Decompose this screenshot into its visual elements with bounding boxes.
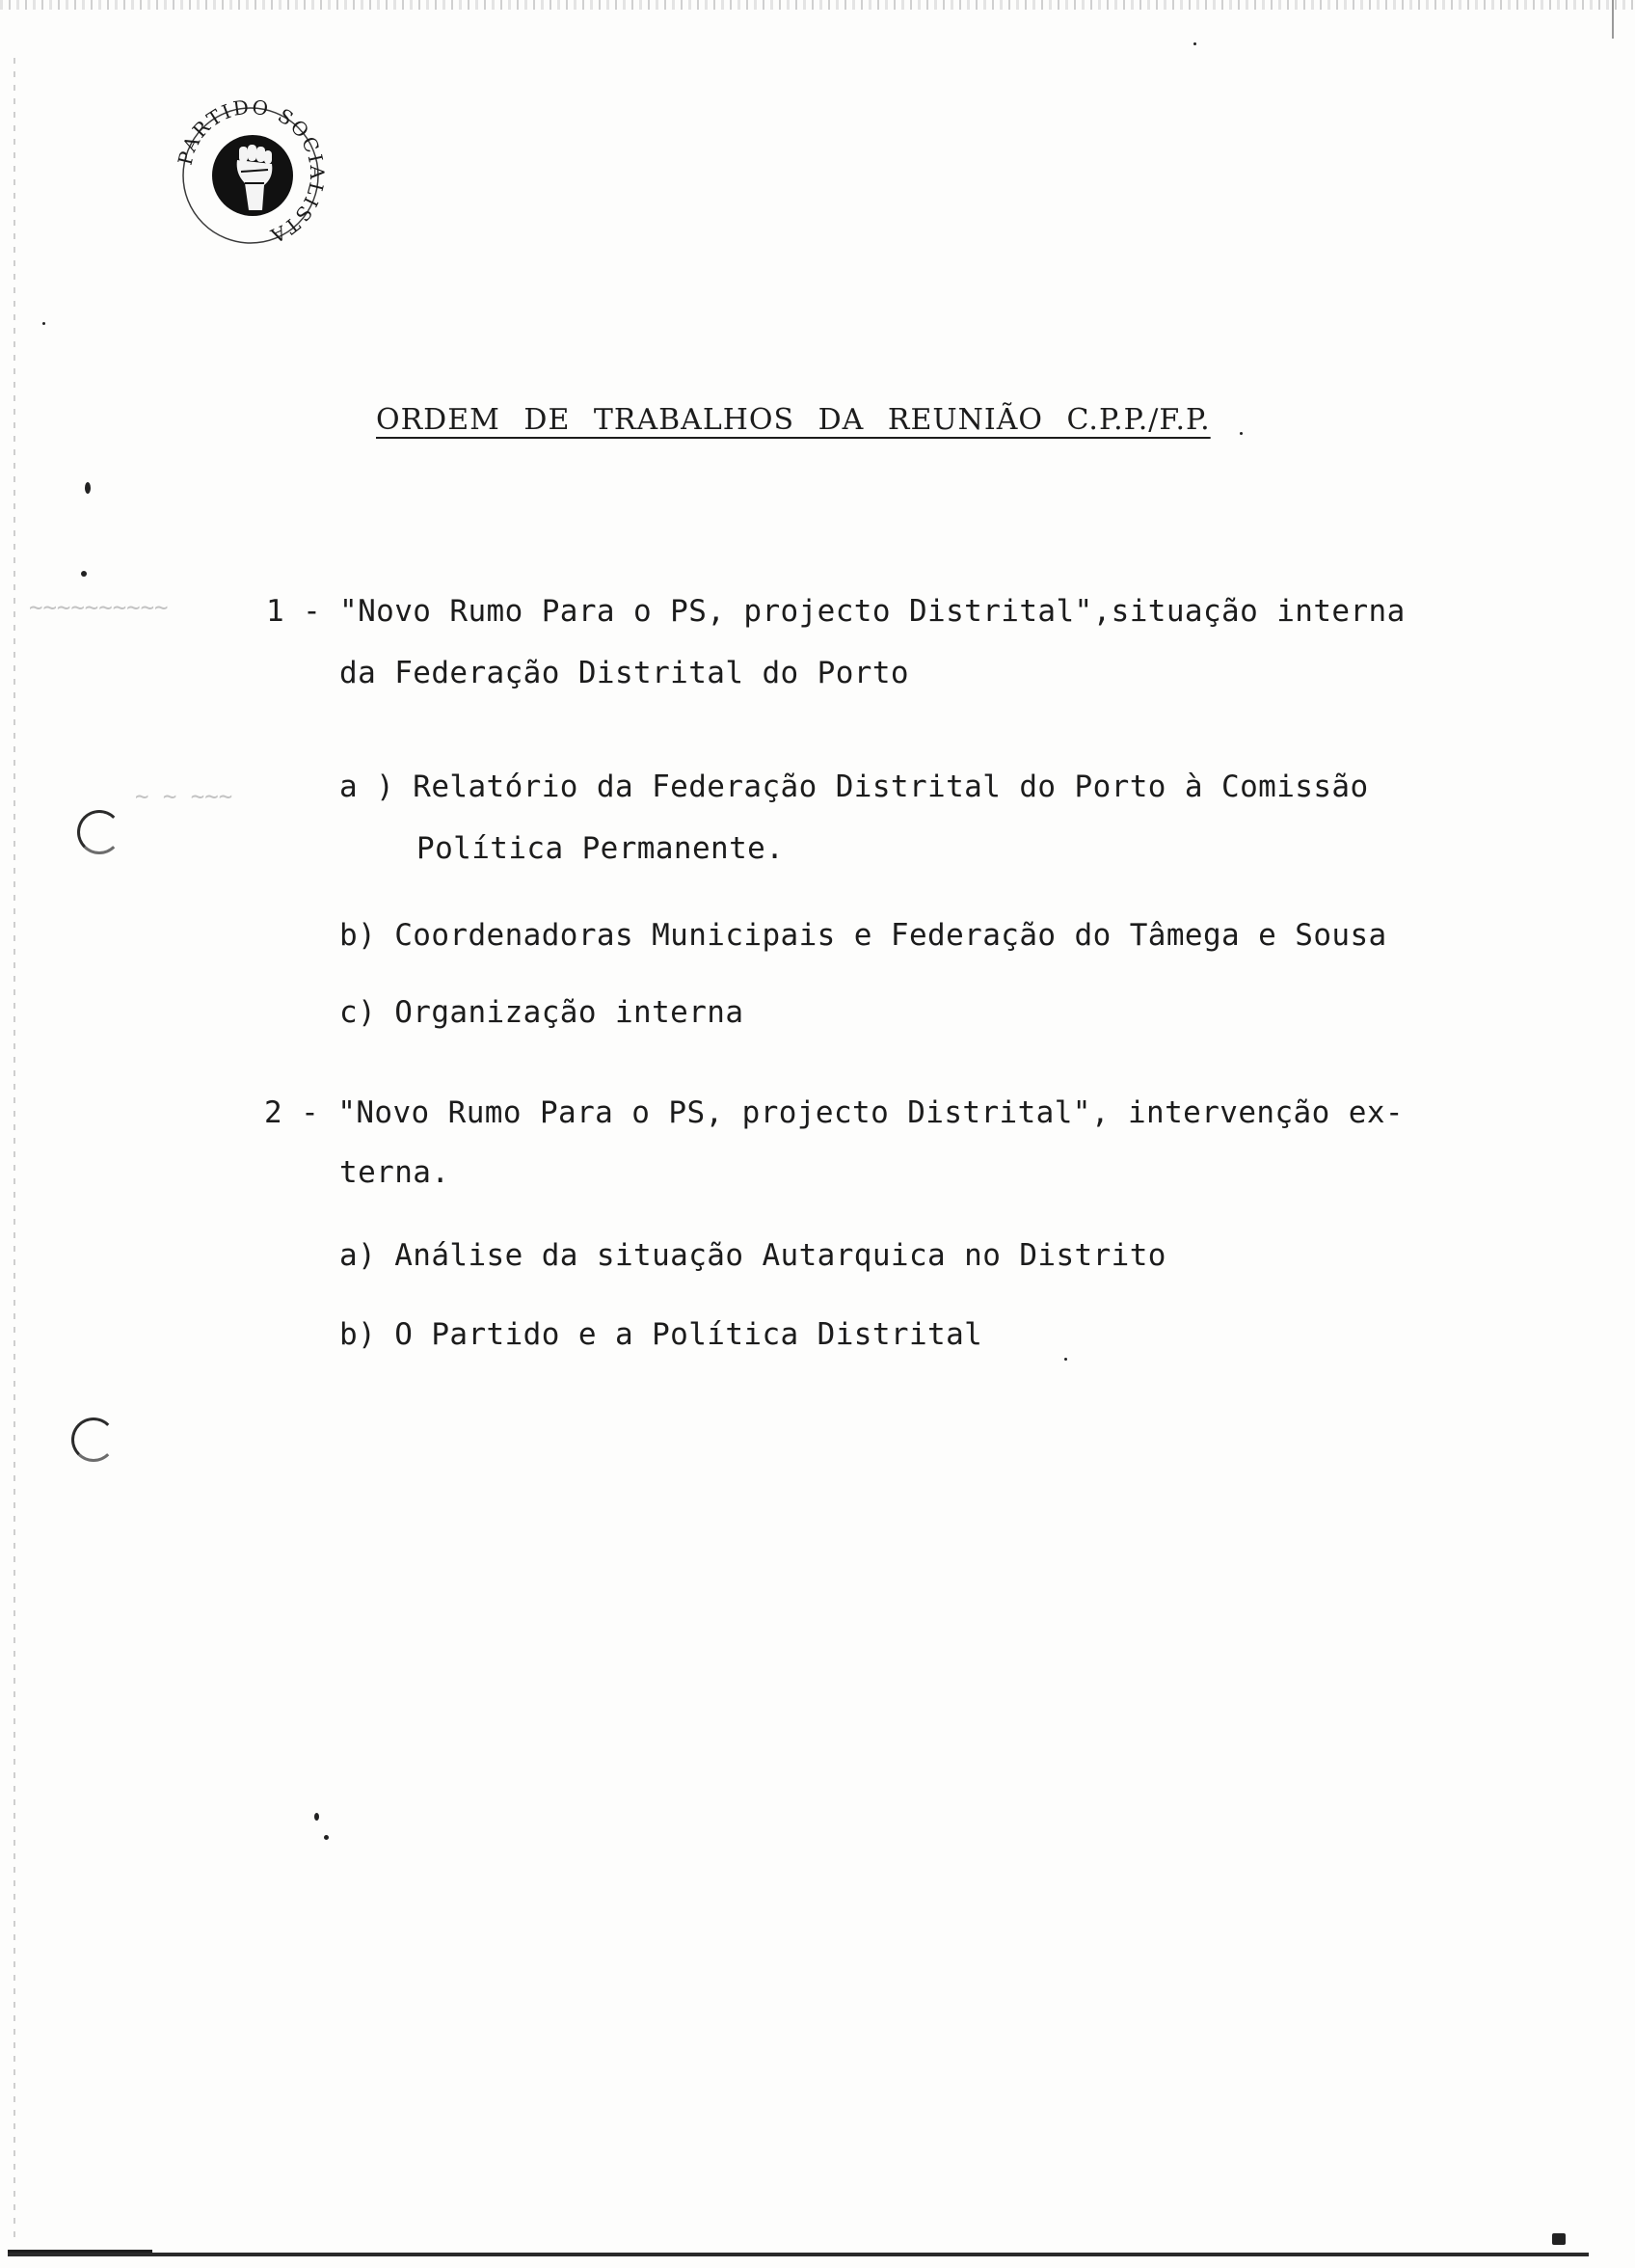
scan-speck [85, 482, 91, 494]
agenda-item-1-line2: da Federação Distrital do Porto [339, 656, 909, 690]
agenda-item-1-line1: "Novo Rumo Para o PS, projecto Distrital",situação interna [339, 594, 1406, 629]
svg-text:PARTIDO SOCIALISTA: PARTIDO SOCIALISTA [174, 96, 328, 249]
agenda-item-2-line2: terna. [339, 1155, 450, 1190]
scan-edge-top [0, 0, 1635, 10]
scan-speck [314, 1813, 319, 1821]
agenda-item-1-sub-b: b) Coordenadoras Municipais e Federação do Tâmega e Sousa [339, 918, 1387, 953]
scan-speck [1552, 2233, 1566, 2245]
faded-margin-mark: ~~~~~~~~~~ [29, 594, 169, 621]
page-title: ORDEM DE TRABALHOS DA REUNIÃO C.P.P./F.P. [376, 403, 1211, 437]
agenda-item-2-sub-b: b) O Partido e a Política Distrital [339, 1317, 983, 1352]
agenda-item-1-number: 1 - [266, 594, 322, 629]
scan-edge-bottom [0, 2247, 1635, 2268]
scan-speck [1193, 42, 1196, 45]
hole-punch [77, 810, 121, 854]
fist-logo-icon [174, 96, 328, 251]
agenda-item-1-sub-a-line1: a ) Relatório da Federação Distrital do Porto à Comissão [339, 770, 1369, 804]
agenda-item-2-line1: 2 - "Novo Rumo Para o PS, projecto Distrital", intervenção ex- [264, 1095, 1404, 1130]
agenda-item-1-sub-a-line2: Política Permanente. [416, 831, 785, 866]
scan-speck [42, 322, 45, 325]
scan-edge-left [13, 58, 15, 2237]
scan-edge-right [1612, 0, 1614, 39]
scan-speck [81, 571, 87, 577]
scan-speck [324, 1835, 329, 1840]
scan-speck [1064, 1358, 1067, 1361]
agenda-item-2-sub-a: a) Análise da situação Autarquica no Distrito [339, 1238, 1166, 1273]
scan-speck [1240, 432, 1243, 435]
faded-margin-mark: ~ ~ ~~~ [135, 783, 233, 810]
party-logo [174, 96, 328, 251]
agenda-item-1-sub-c: c) Organização interna [339, 995, 744, 1030]
hole-punch [71, 1418, 116, 1462]
